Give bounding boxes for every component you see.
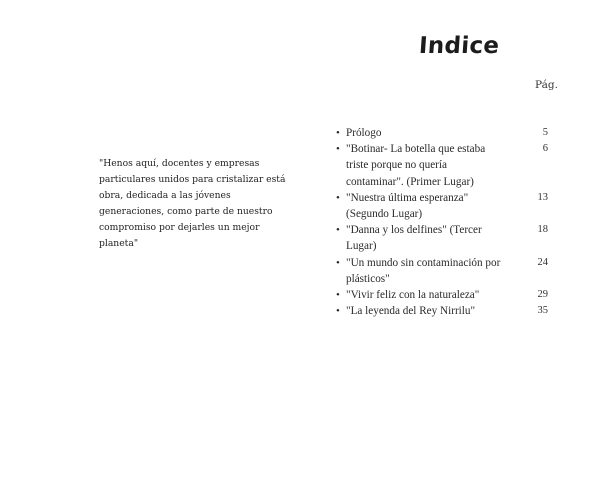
toc-item-nuestra-ultima-esperanza[interactable] xyxy=(336,190,566,222)
bullet-icon: • xyxy=(336,143,340,156)
toc-item-title: "Vivir feliz con la naturaleza" xyxy=(346,289,480,302)
toc-item-page: 24 xyxy=(537,256,548,268)
dedication-text: "Henos aquí, docentes y empresas particulares unidos para cristalizar está obra, dedicada a las jóvenes generaciones, como parte de nuestro compromiso por dejarles un mejor planeta" xyxy=(99,158,286,249)
toc-item-page: 13 xyxy=(537,191,548,203)
toc-item-title: "Botinar- La botella que estaba triste porque no quería contaminar". (Primer Lugar) xyxy=(346,143,486,188)
toc-item-page: 35 xyxy=(537,305,548,317)
bullet-icon: • xyxy=(336,289,340,302)
page-title: Indice xyxy=(418,33,501,59)
toc-item-page: 18 xyxy=(537,224,548,236)
toc-item-page: 29 xyxy=(537,289,548,301)
bullet-icon: • xyxy=(336,191,340,204)
page-number-column-label: Pág. xyxy=(535,79,558,91)
bullet-icon: • xyxy=(336,305,340,318)
bullet-icon: • xyxy=(336,224,340,237)
bullet-icon: • xyxy=(336,256,340,269)
toc-item-un-mundo-sin-contaminacion[interactable] xyxy=(336,255,566,287)
bullet-icon: • xyxy=(336,127,340,139)
toc-item-la-leyenda-del-rey-nirrilu[interactable] xyxy=(336,303,566,319)
toc-item-title: "Nuestra última esperanza" (Segundo Lugar) xyxy=(346,191,469,221)
toc-item-title: "Danna y los delfines" (Tercer Lugar) xyxy=(346,224,482,253)
toc-item-botinar[interactable] xyxy=(336,141,566,190)
toc-item-vivir-feliz[interactable] xyxy=(336,287,566,303)
toc-item-prologo[interactable] xyxy=(336,125,566,141)
toc-item-title: "La leyenda del Rey Nirrilu" xyxy=(346,305,476,318)
toc-item-page: 6 xyxy=(542,143,548,155)
toc-item-title: "Un mundo sin contaminación por plásticos" xyxy=(346,256,501,285)
toc-item-page: 5 xyxy=(542,127,548,138)
table-of-contents xyxy=(336,125,566,319)
toc-item-danna-y-los-delfines[interactable] xyxy=(336,222,566,254)
toc-item-title: Prólogo xyxy=(346,127,382,139)
